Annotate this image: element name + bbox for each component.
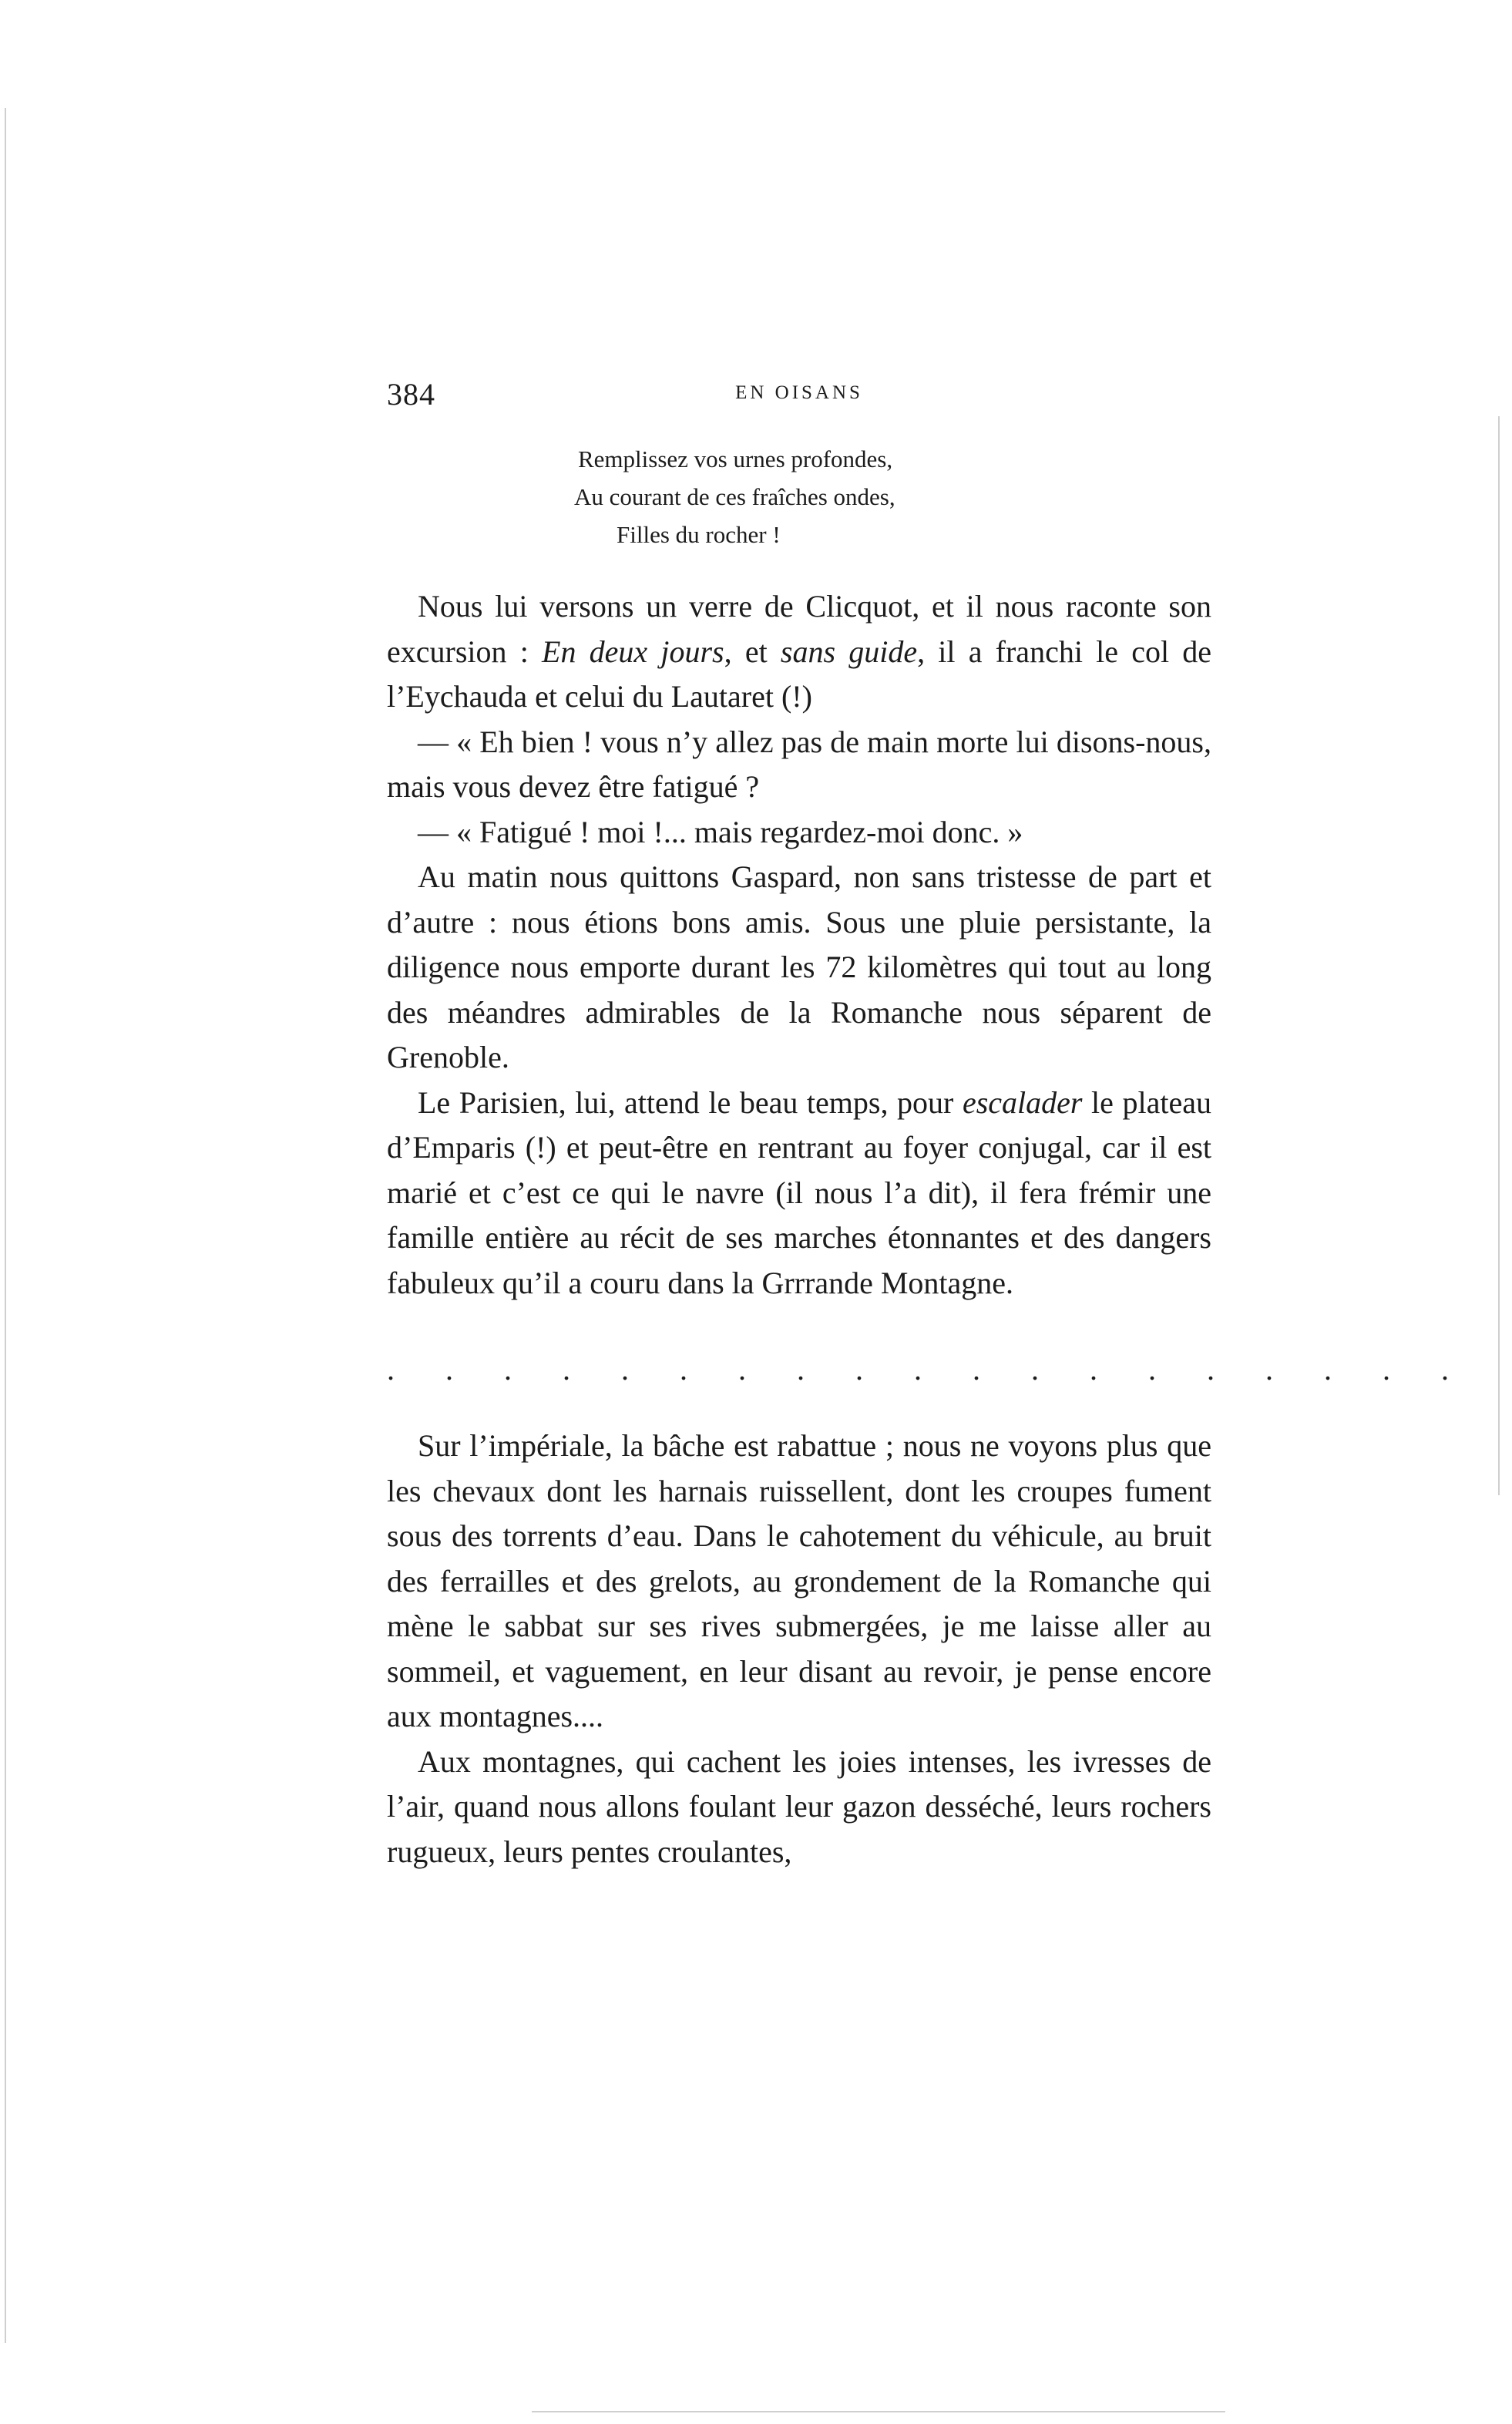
scan-edge-bottom (532, 2411, 1225, 2412)
paragraph-text: Le Parisien, lui, attend le beau temps, pour (418, 1084, 963, 1120)
paragraph-dialogue-1: — « Eh bien ! vous n’y allez pas de main morte lui disons-nous, mais vous devez être fatigué ? (387, 724, 1211, 804)
poem-line: Au courant de ces fraîches ondes, (574, 483, 895, 510)
paragraph-text: , et (724, 634, 781, 669)
section-separator-dots: . . . . . . . . . . . . . . . . . . . (387, 1352, 1470, 1387)
paragraph-parisien (387, 1081, 1211, 1306)
paragraph-montagnes: Aux montagnes, qui cachent les joies intenses, les ivresses de l’air, quand nous allons foulant leur gazon desséché, leurs rochers rugueux, leurs pentes croulantes, (387, 1743, 1211, 1869)
text-block-upper (387, 584, 1211, 1306)
paragraph-text: , il a franchi le col de l’Eychauda et celui du Lautaret (!) (387, 634, 1212, 714)
running-title: EN OISANS (735, 382, 863, 403)
paragraph-text: le plateau d’Emparis (!) et peut-être en rentrant au foyer conjugal, car il est marié et c’est ce qui le navre (il nous l’a dit), il fera frémir une famille entière au récit de ses marches étonnantes et des dangers fabuleux qu’il a couru dans la Grrrande Montagne. (387, 1084, 1211, 1300)
page-header (387, 376, 1211, 415)
scan-edge-left (5, 108, 6, 2343)
page-number: 384 (387, 377, 435, 412)
scan-edge-right (1498, 416, 1500, 1495)
paragraph-clicquot (387, 584, 1211, 720)
poem-excerpt (532, 440, 1071, 553)
emphasis-text: En deux jours (542, 634, 724, 669)
emphasis-text: sans guide (780, 634, 918, 669)
text-block-lower (387, 1424, 1211, 1874)
emphasis-text: escalader (962, 1084, 1083, 1120)
poem-line: Remplissez vos urnes profondes, (578, 445, 893, 472)
paragraph-text: Nous lui versons un verre de Clicquot, et il nous raconte son excursion : (387, 589, 1211, 669)
paragraph-dialogue-2: — « Fatigué ! moi !... mais regardez-moi donc. » (418, 814, 1023, 849)
paragraph-morning: Au matin nous quittons Gaspard, non sans tristesse de part et d’autre : nous étions bons amis. Sous une pluie persistante, la diligence nous emporte durant les 72 kilomètres qui tout au long des méandres admirables de la Romanche nous séparent de Grenoble. (387, 859, 1211, 1074)
paragraph-imperiale: Sur l’impériale, la bâche est rabattue ; nous ne voyons plus que les chevaux dont les harnais ruissellent, dont les croupes fument sous des torrents d’eau. Dans le cahotement du véhicule, au bruit des ferrailles et des grelots, au grondement de la Romanche qui mène le sabbat sur ses rives submergées, je me laisse aller au sommeil, et vaguement, en leur disant au revoir, je pense encore aux montagnes.... (387, 1428, 1211, 1733)
poem-line: Filles du rocher ! (617, 521, 781, 548)
